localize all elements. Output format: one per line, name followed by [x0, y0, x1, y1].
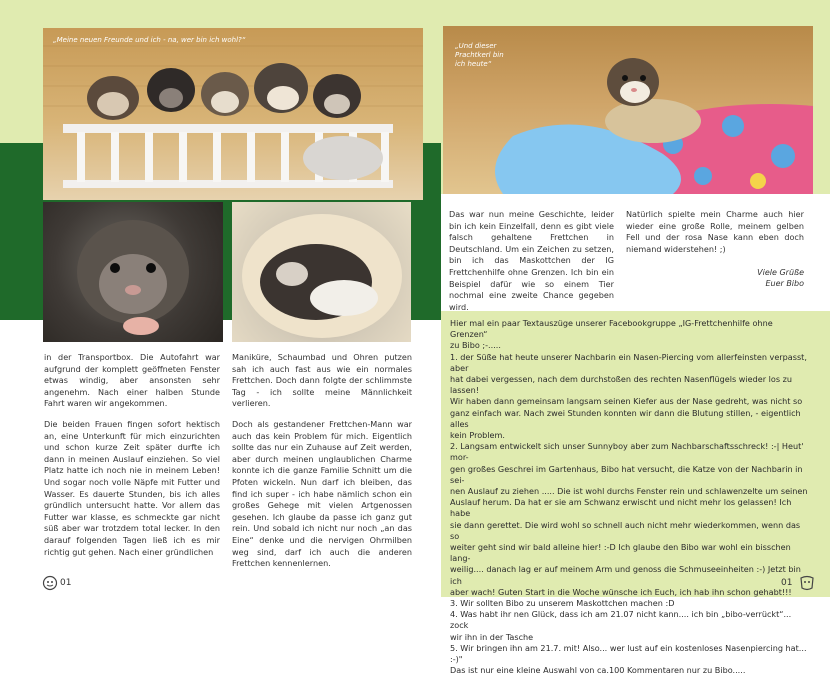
photo-ferret-closeup — [43, 202, 223, 342]
quote-line: sie dann gerettet. Die wird wohl so schnell auch nicht mehr wiederkommen, wenn das so — [450, 519, 801, 541]
quote-line: wir ihn in der Tasche — [450, 631, 534, 642]
photo-ferrets-sleeping — [232, 202, 411, 342]
quote-line: gen großes Geschrei im Gartenhaus, Bibo hat versucht, die Katze von der Nachbarin in sei- — [450, 463, 803, 485]
quote-line: Hier mal ein paar Textauszüge unserer Facebookgruppe „IG-Frettchenhilfe ohne Grenzen“ — [450, 318, 773, 340]
signature-name: Euer Bibo — [765, 279, 804, 289]
quote-line: Auslauf herum. Da hat er sie am Schwanz erwischt und nicht mehr los gelassen! Ich habe — [450, 497, 792, 519]
quote-line: kein Problem. — [450, 430, 505, 441]
caption-main: „Meine neuen Freunde und ich - na, wer bin ich wohl?“ — [53, 36, 246, 44]
article-column-3 — [449, 209, 614, 322]
quote-line: ganz einfach war. Nach zwei Stunden konnten wir dann die Blutung stillen, - eigentlich alles — [450, 407, 801, 429]
quote-line: weiter geht sind wir bald alleine hier! :-D Ich glaube den Bibo war wohl ein bisschen lang- — [450, 542, 791, 564]
ferret-logo-icon — [42, 575, 58, 591]
quote-line: aber wach! Guten Start in die Woche wünsche ich Euch, ich hab ihn schon gehabt!!! — [450, 586, 792, 597]
page-number-right: 01 — [781, 578, 793, 588]
article-column-1 — [44, 352, 220, 567]
signature-greeting: Viele Grüße — [757, 268, 804, 278]
ferret-logo-icon — [798, 574, 816, 592]
paragraph: Doch als gestandener Frettchen-Mann war auch das kein Problem für mich. Eigentlich sollte das nur ein Zuhause auf Zeit werden, aber durch meinen unglaublichen Charme konnte ich die ganze Familie Schnitt um die Pfoten wickeln. Nun darf ich bleiben, das find ich super - ich habe nämlich schon ein großes Gehege mit vielen Artgenossen gesehen. Ich glaube da passe ich ganz gut rein. Und sobald ich nicht nur noch „an das Eine“ denke und die nervigen Ohrmilben weg sind, darf ich auch die anderen Frettchen kennenlernen. — [232, 418, 412, 569]
page-number-left: 01 — [60, 578, 72, 588]
paragraph: Die beiden Frauen fingen sofort hektisch an, eine Unterkunft für mich einzurichten und schon kurze Zeit später durfte ich dann in meinen Auslauf einziehen. So viel Platz hatte ich noch nie in meinem Leben! Und sogar noch volle Näpfe mit Futter und Wasser. Es dauerte Stunden, bis ich alles gründlich untersucht hatte. Vor allem das Futter war klasse, es schmeckte gar nicht süß aber war trotzdem total lecker. In den darauf folgenden Tagen ließ ich es mir richtig gut gehen. Nach einer gründlichen — [44, 418, 220, 557]
photo-ferret-blanket — [443, 26, 813, 194]
facebook-quotes — [450, 318, 810, 677]
caption-right: „Und dieser Prachtkerl bin ich heute“ — [455, 42, 504, 68]
quote-line: 1. der Süße hat heute unserer Nachbarin ein Nasen-Piercing vom allerfeinsten verpasst, aber — [450, 351, 807, 373]
article-column-2 — [232, 352, 412, 579]
paragraph: in der Transportbox. Die Autofahrt war aufgrund der komplett geöffneten Fenster etwas windig, aber ansonsten sehr angenehm. Nach einer halben Stunde Fahrt waren wir angekommen. — [44, 352, 220, 409]
paragraph: Maniküre, Schaumbad und Ohren putzen sah ich auch fast aus wie ein normales Frettchen. Doch dann folgte der schlimmste Tag - ich sollte meine Männlichkeit verlieren. — [232, 352, 412, 409]
quote-line: 2. Langsam entwickelt sich unser Sunnyboy aber zum Nachbarschaftsschreck! :-| Heut' mor- — [450, 441, 804, 463]
photo-ferrets-crib — [43, 28, 423, 200]
quote-line: Das ist nur eine kleine Auswahl von ca.100 Kommentaren nur zu Bibo..... — [450, 665, 746, 676]
quote-line: nen Auslauf zu ziehen ..... Die ist wohl durchs Fenster rein und schlawenzelte um seinen — [450, 486, 808, 497]
ferrets-sleeping-illustration — [232, 202, 411, 342]
quote-line: zu Bibo ;-..... — [450, 340, 501, 351]
quote-line: weilig.... danach lag er auf meinem Arm und genoss die Schmuseeinheiten :-) Jetzt bin ich — [450, 564, 801, 586]
quote-line: 4. Was habt ihr nen Glück, dass ich am 21.07 nicht kann.... ich bin „bibo-verrückt“... zock — [450, 609, 792, 631]
ferret-closeup-illustration — [43, 202, 223, 342]
paragraph: Das war nun meine Geschichte, leider bin ich kein Einzelfall, denn es gibt viele falsch gehaltene Frettchen in Deutschland. Um ein Zeichen zu setzen, bin ich das Maskottchen der IG Frettchenhilfe ohne Grenzen. Ich bin ein Beispiel dafür wie so einem Tier nochmal eine zweite Chance gegeben wird. — [449, 209, 614, 312]
quote-line: Wir haben dann gemeinsam langsam seinen Kiefer aus der Nase gedreht, was nicht so — [450, 396, 803, 407]
ferrets-crib-illustration — [43, 28, 423, 200]
quote-line: 5. Wir bringen ihn am 21.7. mit! Also... wer lust auf ein kostenloses Nasenpiercing hat... :-)" — [450, 642, 807, 665]
quote-line: hat dabei vergessen, nach dem durchstoßen des rechten Nasenflügels wieder los zu lassen! — [450, 374, 792, 396]
paragraph: Natürlich spielte mein Charme auch hier wieder eine große Rolle, meinem gelben Fell und der rosa Nase kann eben doch niemand widerstehen! ;) — [626, 209, 804, 254]
article-column-4 — [626, 209, 804, 289]
quote-line: 3. Wir sollten Bibo zu unserem Maskottchen machen :D — [450, 598, 675, 609]
